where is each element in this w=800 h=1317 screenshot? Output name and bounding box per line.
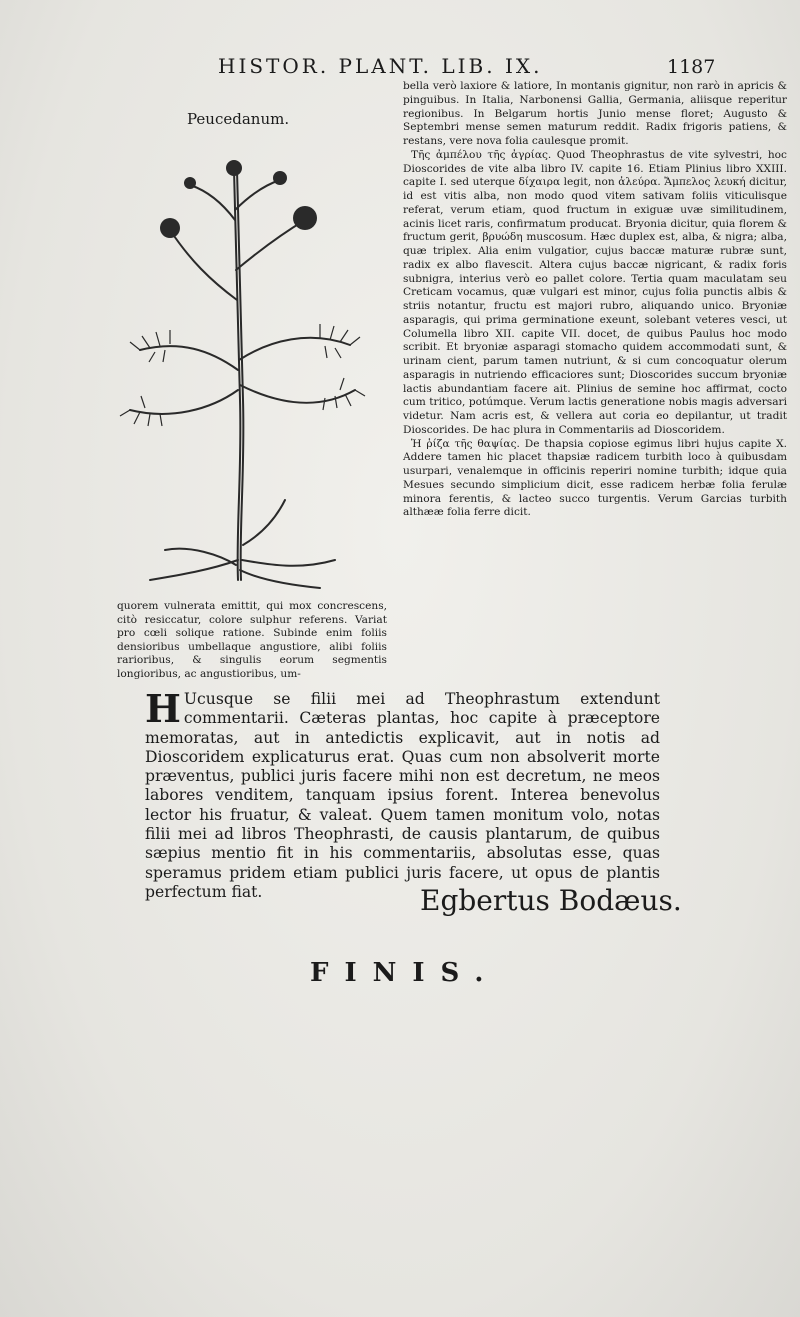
page-number: 1187 [667, 56, 716, 78]
paragraph-continued: bella verò laxiore & latiore, In montanis gignitur, non rarò in apricis & pinguibus. In Italia, Narbonensi Gallia, Germania, aliisque reperitur regionibus. In Belgarum hortis Junio mense floret; Augusto & Septembri mense semen maturum reddit. Radix frigoris patiens, & restans, vere nova folia caulesque promit. [403, 80, 787, 147]
plant-caption: Peucedanum. [187, 110, 290, 128]
peucedanum-illustration [110, 150, 370, 590]
drop-cap: H [145, 686, 181, 731]
paragraph-vitis-alba: Τῆς ἀμπέλου τῆς ἀγρίας. Quod Theophrastus de vite sylvestri, hoc Dioscorides de vite alba libro IV. capite 16. Etiam Plinius libro XXIII. capite I. sed uterque δίχαιρα legit, non ἀλεύρα. Ἄμπελος λευκή dicitur, id est vitis alba, non modo quod vitem sativam foliis viticulisque referat, verum etiam, quod fructum in exiguæ uvæ similitudinem, acinis licet raris, confirmatum producat. Bryonia dicitur, quia florem & fructum gerit, βρυώδη muscosum. Hæc duplex est, alba, & nigra; alba, quæ triplex. Alia enim vulgatior, cujus baccæ maturæ rubræ sunt, radix ex albo flavescit. Altera cujus baccæ nigricant, & radix foris subnigra, interius verò eo pallet colore. Tertia quam maculatam seu Creticam vocamus, quæ vulgari est minor, cujus folia punctis albis & striis notantur, fructu est majori rubro, aliquando unico. Bryoniæ asparagis, qui prima germinatione exeunt, solebant veteres vesci, ut Columella libro XII. capite VII. docet, de quibus Paulus hoc modo scribit. Et bryoniæ asparagi stomacho quidem accommodati sunt, & urinam cient, parum tamen nutriunt, & si cum concoquatur olerum asparagis in nutriendo efficaciores sunt; Dioscorides succum bryoniæ lactis abundantiam facere ait. Plinius de semine hoc affirmat, cocto cum tritico, potúmque. Verum lactis generatione nobis magis adversari videtur. Nam acris est, & vellera aut coria eo depilantur, ut tradit Dioscorides. De hac plura in Commentariis ad Dioscoridem. [403, 148, 787, 436]
running-title: HISTOR. PLANT. LIB. IX. [218, 54, 543, 78]
finis: FINIS. [310, 958, 500, 988]
signature: Egbertus Bodæus. [420, 884, 682, 917]
left-bottom-text: quorem vulnerata emittit, qui mox concrescens, citò resiccatur, colore sulphur referens. Variat pro cœli solique ratione. Subinde enim foliis densioribus umbellaque angustiore, alibi foliis rarioribus, & singulis eorum segmentis longioribus, ac angustioribus, um- [117, 600, 387, 680]
right-text-column [403, 80, 787, 520]
closing-text: Ucusque se filii mei ad Theophrastum extendunt commentarii. Cæteras plantas, hoc capite à præceptore memoratas, aut in antedictis explicavit, aut in notis ad Dioscoridem explicaturus erat. Quas cum non absolverit morte præventus, publici juris facere mihi non est decretum, ne meos labores venditem, tanquam ipsius forent. Interea benevolus lector his fruatur, & valeat. Quem tamen monitum volo, notas filii mei ad libros Theophrasti, de causis plantarum, de quibus sæpius mentio fit in his commentariis, absolutas esse, quas speramus pridem etiam publici juris facere, ut opus de plantis perfectum fiat. [145, 690, 660, 901]
paragraph-thapsia: Ἡ ῥίζα τῆς θαψίας. De thapsia copiose egimus libri hujus capite X. Addere tamen hic placet thapsiæ radicem turbith loco à quibusdam usurpari, venalemque in officinis reperiri nomine turbith; idque quia Mesues secundo simplicium dicit, esse radicem herbæ folia ferulæ minora ferentis, & lacteo succo turgentis. Verum Garcias turbith althææ folia ferre dicit. [403, 437, 787, 519]
closing-note [145, 686, 660, 902]
